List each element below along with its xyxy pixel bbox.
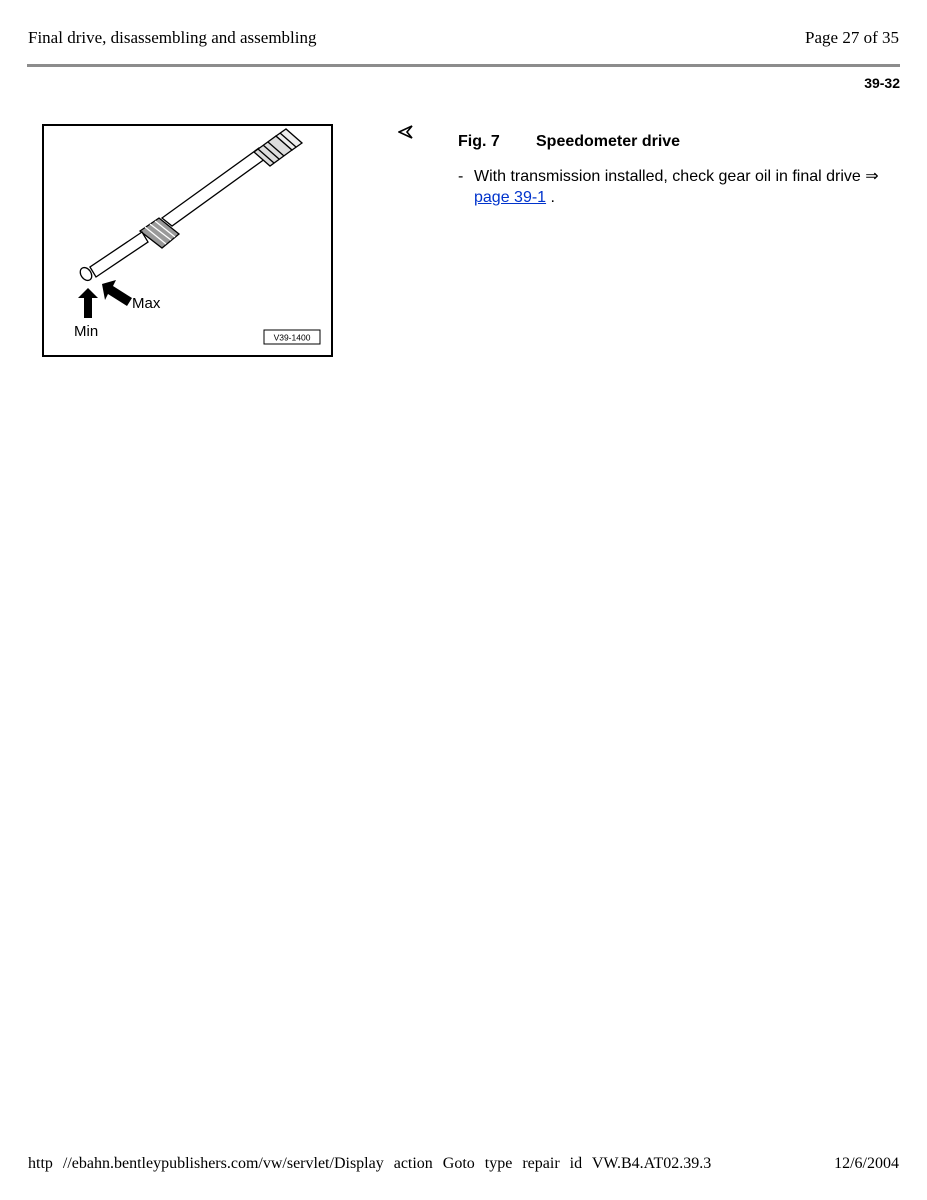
max-arrow bbox=[102, 280, 132, 306]
shaft-lower bbox=[90, 232, 148, 277]
instruction-text-block bbox=[458, 166, 898, 208]
figure-code: V39-1400 bbox=[273, 332, 311, 343]
reference-arrow-icon: ⇒ bbox=[865, 168, 879, 185]
min-arrow bbox=[78, 288, 98, 318]
min-label: Min bbox=[74, 323, 99, 340]
section-number: 39-32 bbox=[864, 75, 900, 91]
speedometer-shaft-illustration bbox=[44, 126, 331, 355]
figure-title: Speedometer drive bbox=[536, 133, 681, 150]
header-divider bbox=[27, 64, 900, 67]
instruction-end: . bbox=[550, 189, 555, 206]
page-number: Page 27 of 35 bbox=[805, 28, 899, 47]
footer-url: http //ebahn.bentleypublishers.com/vw/servlet/Display action Goto type repair id VW.B4.AT02.39.3 bbox=[28, 1155, 712, 1172]
figure-caption bbox=[458, 133, 680, 151]
figure-number: Fig. 7 bbox=[458, 133, 500, 150]
figure-pointer-icon bbox=[398, 124, 414, 145]
footer-date: 12/6/2004 bbox=[834, 1155, 899, 1172]
shaft-upper bbox=[162, 148, 269, 226]
page-reference-link[interactable]: page 39-1 bbox=[474, 189, 547, 206]
instruction-text: With transmission installed, check gear oil in final drive bbox=[474, 168, 861, 185]
list-dash: - bbox=[458, 168, 464, 185]
header-title: Final drive, disassembling and assembling bbox=[28, 28, 317, 47]
speedometer-drive-figure bbox=[42, 124, 333, 357]
max-label: Max bbox=[132, 295, 161, 312]
instruction-item bbox=[458, 166, 898, 208]
